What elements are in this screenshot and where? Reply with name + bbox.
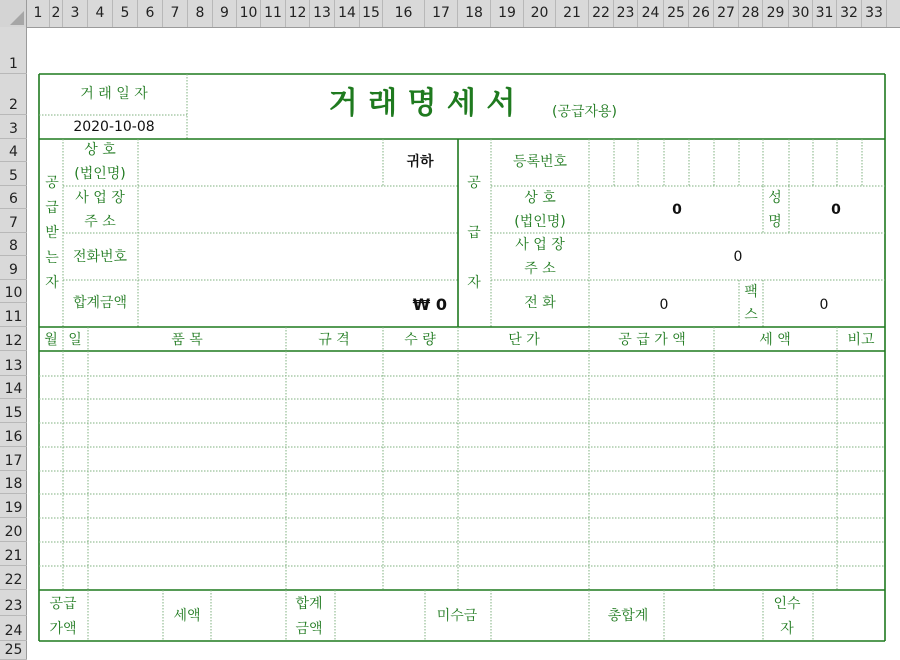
row-header-11[interactable]: 11 <box>0 303 27 327</box>
supplier-name-label-sub: (법인명) <box>514 214 566 230</box>
column-header-14[interactable]: 14 <box>335 0 360 27</box>
column-header-2[interactable]: 2 <box>50 0 63 27</box>
column-header-27[interactable]: 27 <box>714 0 739 27</box>
footer-receiver-label: 인수 <box>773 596 801 612</box>
supplier-side-label-1: 공 <box>467 175 481 191</box>
column-header-31[interactable]: 31 <box>813 0 837 27</box>
column-header-29[interactable]: 29 <box>763 0 789 27</box>
column-header-28[interactable]: 28 <box>739 0 763 27</box>
supplier-address-label-sub: 주 소 <box>524 261 556 277</box>
column-header-8[interactable]: 8 <box>188 0 213 27</box>
row-header-5[interactable]: 5 <box>0 162 27 186</box>
row-header-1[interactable]: 1 <box>0 27 27 74</box>
receiver-total-value[interactable]: ₩ 0 <box>412 295 447 314</box>
column-header-33[interactable]: 33 <box>862 0 887 27</box>
row-header-25[interactable]: 25 <box>0 641 27 660</box>
supplier-side-label-3: 자 <box>467 275 481 291</box>
receiver-side-label-1: 공 <box>45 175 59 191</box>
supplier-fax-label: 팩 <box>744 284 758 300</box>
supplier-rep-label: 성 <box>768 190 782 206</box>
column-header-17[interactable]: 17 <box>425 0 458 27</box>
column-header-3[interactable]: 3 <box>63 0 88 27</box>
receiver-name-label-sub: (법인명) <box>74 166 126 182</box>
supplier-name-label: 상 호 <box>524 190 556 206</box>
column-header-18[interactable]: 18 <box>458 0 491 27</box>
invoice-title-suffix: (공급자용) <box>552 104 618 120</box>
receiver-honorific: 귀하 <box>406 154 434 170</box>
supplier-phone-value[interactable]: 0 <box>659 297 669 313</box>
receiver-total-label: 합계금액 <box>72 295 128 311</box>
supplier-phone-label: 전 화 <box>524 295 556 311</box>
row-header-15[interactable]: 15 <box>0 399 27 423</box>
column-header-26[interactable]: 26 <box>689 0 714 27</box>
receiver-phone-label: 전화번호 <box>72 249 128 265</box>
row-header-6[interactable]: 6 <box>0 186 27 209</box>
row-header-23[interactable]: 23 <box>0 590 27 616</box>
footer-receiver-label-sub: 자 <box>780 621 794 637</box>
column-header-25[interactable]: 25 <box>664 0 689 27</box>
row-header-12[interactable]: 12 <box>0 327 27 351</box>
column-header-9[interactable]: 9 <box>213 0 237 27</box>
column-header-11[interactable]: 11 <box>261 0 286 27</box>
row-header-19[interactable]: 19 <box>0 494 27 518</box>
row-header-24[interactable]: 24 <box>0 616 27 641</box>
supplier-side-label-2: 급 <box>467 225 481 241</box>
date-label: 거 래 일 자 <box>80 86 148 102</box>
row-header-20[interactable]: 20 <box>0 518 27 542</box>
receiver-side-label-3: 받 <box>45 225 59 241</box>
column-header-21[interactable]: 21 <box>556 0 589 27</box>
row-header-22[interactable]: 22 <box>0 566 27 590</box>
row-header-10[interactable]: 10 <box>0 280 27 303</box>
footer-sum-label: 합계 <box>295 596 323 612</box>
footer-unpaid-label: 미수금 <box>436 608 478 624</box>
items-header-qty: 수 량 <box>404 332 436 348</box>
items-header-item: 품 목 <box>171 332 203 348</box>
receiver-side-label-2: 급 <box>45 200 59 216</box>
row-header-17[interactable]: 17 <box>0 447 27 471</box>
row-header-16[interactable]: 16 <box>0 423 27 447</box>
receiver-address-label-sub: 주 소 <box>84 214 116 230</box>
supplier-name-value[interactable]: 0 <box>672 202 682 218</box>
column-header-22[interactable]: 22 <box>589 0 614 27</box>
column-header-4[interactable]: 4 <box>88 0 113 27</box>
column-header-16[interactable]: 16 <box>383 0 425 27</box>
receiver-side-label-4: 는 <box>45 250 59 266</box>
supplier-fax-label-sub: 스 <box>744 307 758 323</box>
items-header-unit-price: 단 가 <box>508 332 540 348</box>
receiver-name-label: 상 호 <box>84 142 116 158</box>
footer-tax-label: 세액 <box>173 608 201 624</box>
invoice-title: 거 래 명 세 서 <box>328 86 516 121</box>
receiver-side-label-5: 자 <box>45 275 59 291</box>
row-header-18[interactable]: 18 <box>0 471 27 494</box>
column-header-7[interactable]: 7 <box>163 0 188 27</box>
row-header-9[interactable]: 9 <box>0 256 27 280</box>
footer-supply-label: 공급 <box>49 596 77 612</box>
row-header-7[interactable]: 7 <box>0 209 27 233</box>
items-header-supply-amount: 공 급 가 액 <box>618 332 686 348</box>
footer-supply-label-sub: 가액 <box>49 621 77 637</box>
items-header-spec: 규 격 <box>318 332 350 348</box>
column-header-6[interactable]: 6 <box>138 0 163 27</box>
column-header-30[interactable]: 30 <box>789 0 813 27</box>
row-header-21[interactable]: 21 <box>0 542 27 566</box>
column-header-19[interactable]: 19 <box>491 0 524 27</box>
column-header-20[interactable]: 20 <box>524 0 556 27</box>
supplier-address-value[interactable]: 0 <box>733 249 743 265</box>
footer-grand-total-label: 총합계 <box>607 608 649 624</box>
row-header-3[interactable]: 3 <box>0 115 27 139</box>
row-header-14[interactable]: 14 <box>0 376 27 399</box>
supplier-reg-label: 등록번호 <box>512 154 568 170</box>
row-header-2[interactable]: 2 <box>0 74 27 115</box>
column-header-24[interactable]: 24 <box>638 0 664 27</box>
column-header-13[interactable]: 13 <box>310 0 335 27</box>
items-header-note: 비고 <box>847 332 875 348</box>
supplier-rep-value[interactable]: 0 <box>831 202 841 218</box>
row-header-8[interactable]: 8 <box>0 233 27 256</box>
row-header-13[interactable]: 13 <box>0 351 27 376</box>
supplier-address-label: 사 업 장 <box>515 237 565 253</box>
column-header-15[interactable]: 15 <box>360 0 383 27</box>
receiver-address-label: 사 업 장 <box>75 190 125 206</box>
supplier-rep-label-sub: 명 <box>768 214 782 230</box>
column-header-32[interactable]: 32 <box>837 0 862 27</box>
column-header-10[interactable]: 10 <box>237 0 261 27</box>
items-header-tax: 세 액 <box>759 332 791 348</box>
supplier-fax-value[interactable]: 0 <box>819 297 829 313</box>
items-header-day: 일 <box>68 332 82 348</box>
row-header-4[interactable]: 4 <box>0 139 27 162</box>
column-header-5[interactable]: 5 <box>113 0 138 27</box>
column-header-12[interactable]: 12 <box>286 0 310 27</box>
items-header-month: 월 <box>44 332 58 348</box>
column-header-23[interactable]: 23 <box>614 0 638 27</box>
footer-sum-label-sub: 금액 <box>295 621 323 637</box>
date-value[interactable]: 2020-10-08 <box>73 119 155 135</box>
column-header-1[interactable]: 1 <box>27 0 50 27</box>
